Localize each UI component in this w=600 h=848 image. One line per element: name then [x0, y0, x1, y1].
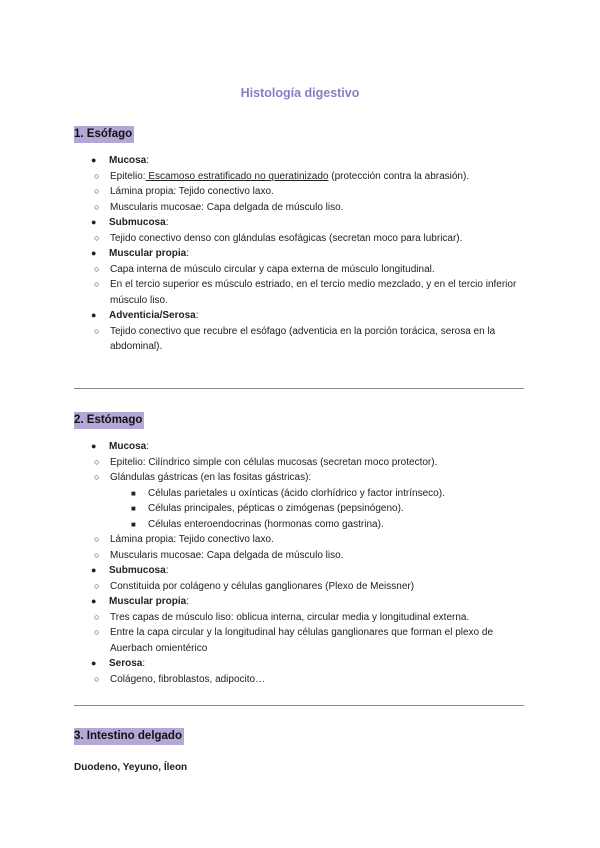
bullet-icon: ○	[94, 534, 100, 544]
bullet-icon: ●	[91, 310, 97, 320]
item-text: En el tercio superior es músculo estriado, en el tercio medio mezclado, y en el tercio inferior músculo liso.	[110, 279, 517, 306]
item-text: Tres capas de músculo liso: oblicua interna, circular media y longitudinal externa.	[110, 611, 470, 623]
label-colon: :	[146, 155, 150, 166]
list-item-epitelio	[74, 455, 526, 471]
label-colon: :	[165, 217, 169, 228]
square-bullet-icon: ■	[131, 488, 136, 498]
bullet-icon: ●	[91, 596, 97, 606]
section-estomago	[74, 410, 526, 687]
bullet-icon: ●	[91, 565, 97, 575]
label-colon: :	[186, 248, 190, 259]
list-item-muscular-b	[74, 625, 526, 656]
list-item-muscular-a	[74, 610, 526, 626]
list-item-celula	[74, 501, 526, 517]
divider	[74, 388, 524, 389]
list-item-muscularis	[74, 200, 526, 216]
list-item-serosa-text	[74, 672, 526, 688]
square-bullet-icon: ■	[131, 504, 136, 513]
list-item-mucosa	[74, 439, 526, 455]
section-heading: 2. Estómago	[74, 412, 144, 429]
label-colon: :	[165, 565, 169, 576]
list-item-muscular-a	[74, 262, 526, 278]
list-item-celula	[74, 517, 526, 533]
item-text: Epitelio:	[110, 170, 146, 182]
item-text: Entre la capa circular y la longitudinal hay células ganglionares que forman el plexo de Auerbach omientérico	[110, 627, 494, 654]
list-item-submucosa	[74, 563, 526, 579]
item-text: Lámina propia: Tejido conectivo laxo.	[110, 534, 274, 545]
bullet-icon: ○	[94, 627, 100, 637]
bullet-icon: ●	[91, 248, 97, 258]
bullet-icon: ○	[94, 472, 100, 482]
bullet-icon: ○	[94, 673, 100, 684]
list-item-serosa	[74, 656, 526, 672]
bullet-icon: ●	[91, 441, 97, 451]
layer-label: Adventicia/Serosa	[109, 310, 196, 321]
label-colon: :	[146, 441, 150, 452]
bullet-icon: ○	[94, 549, 100, 560]
item-text: Constituida por colágeno y células ganglionares (Plexo de Meissner)	[110, 580, 415, 592]
section-subtitle: Duodeno, Yeyuno, Íleon	[74, 762, 188, 773]
list-item-muscular-b	[74, 277, 526, 308]
label-colon: :	[142, 658, 146, 669]
bullet-icon: ●	[91, 217, 97, 227]
layer-label: Submucosa	[109, 565, 166, 576]
list-item-lamina	[74, 184, 526, 200]
list-item-muscular	[74, 594, 526, 610]
section-heading: 3. Intestino delgado	[74, 728, 184, 745]
bullet-icon: ○	[94, 611, 100, 622]
item-text: Muscularis mucosae: Capa delgada de músculo liso.	[110, 201, 344, 213]
item-text: Colágeno, fibroblastos, adipocito…	[110, 673, 266, 685]
item-text: Tejido conectivo que recubre el esófago (adventicia en la porción torácica, serosa en la abdominal).	[110, 325, 496, 352]
layer-label: Muscular propia	[109, 596, 187, 607]
bullet-icon: ○	[94, 232, 100, 243]
list-item-epitelio	[74, 169, 526, 185]
item-text: Glándulas gástricas (en las fositas gástricas):	[110, 472, 312, 483]
bullet-icon: ○	[94, 170, 100, 181]
divider	[74, 705, 524, 706]
bullet-icon: ○	[94, 201, 100, 212]
layer-label: Muscular propia	[109, 248, 187, 259]
layer-label: Serosa	[109, 658, 143, 669]
bullet-icon: ○	[94, 263, 100, 274]
label-colon: :	[186, 596, 190, 607]
list-item-adventicia	[74, 308, 526, 324]
list-item-celula	[74, 486, 526, 502]
item-text-underlined: Escamoso estratificado no queratinizado	[145, 170, 329, 182]
bullet-icon: ○	[94, 186, 100, 196]
label-colon: :	[195, 310, 199, 321]
bullet-icon: ○	[94, 325, 100, 336]
list-item-muscularis	[74, 548, 526, 564]
list-item-submucosa-text	[74, 231, 526, 247]
layer-label: Mucosa	[109, 441, 147, 452]
list-item-mucosa	[74, 153, 526, 169]
item-text: Capa interna de músculo circular y capa externa de músculo longitudinal.	[110, 263, 435, 275]
bullet-icon: ○	[94, 279, 100, 289]
section-heading: 1. Esófago	[74, 126, 134, 143]
list-item-lamina	[74, 532, 526, 548]
item-text: Células enteroendocrinas (hormonas como gastrina).	[148, 518, 384, 530]
list-item-submucosa-text	[74, 579, 526, 595]
section-esofago	[74, 124, 526, 355]
list-item-glandulas	[74, 470, 526, 486]
list-item-adventicia-text	[74, 324, 526, 355]
item-text: Epitelio: Cilíndrico simple con células mucosas (secretan moco protector).	[110, 456, 438, 468]
list-item-submucosa	[74, 215, 526, 231]
list-item-muscular	[74, 246, 526, 262]
item-text: Tejido conectivo denso con glándulas esofágicas (secretan moco para lubricar).	[110, 232, 463, 244]
layer-label: Mucosa	[109, 155, 147, 166]
square-bullet-icon: ■	[131, 519, 136, 529]
bullet-icon: ○	[94, 456, 100, 467]
bullet-icon: ●	[91, 155, 97, 165]
layer-list	[74, 153, 526, 355]
page-title: Histología digestivo	[240, 86, 360, 100]
section-intestino	[74, 726, 526, 745]
layer-label: Submucosa	[109, 217, 166, 228]
bullet-icon: ○	[94, 580, 100, 591]
item-text: Muscularis mucosae: Capa delgada de músculo liso.	[110, 549, 344, 561]
bullet-icon: ●	[91, 658, 97, 668]
item-text: Células principales, pépticas o zimógenas (pepsinógeno).	[148, 503, 404, 514]
item-text: Lámina propia: Tejido conectivo laxo.	[110, 186, 274, 197]
item-text: Células parietales u oxínticas (ácido clorhídrico y factor intrínseco).	[148, 487, 445, 499]
layer-list	[74, 439, 526, 687]
item-text: (protección contra la abrasión).	[328, 170, 470, 182]
